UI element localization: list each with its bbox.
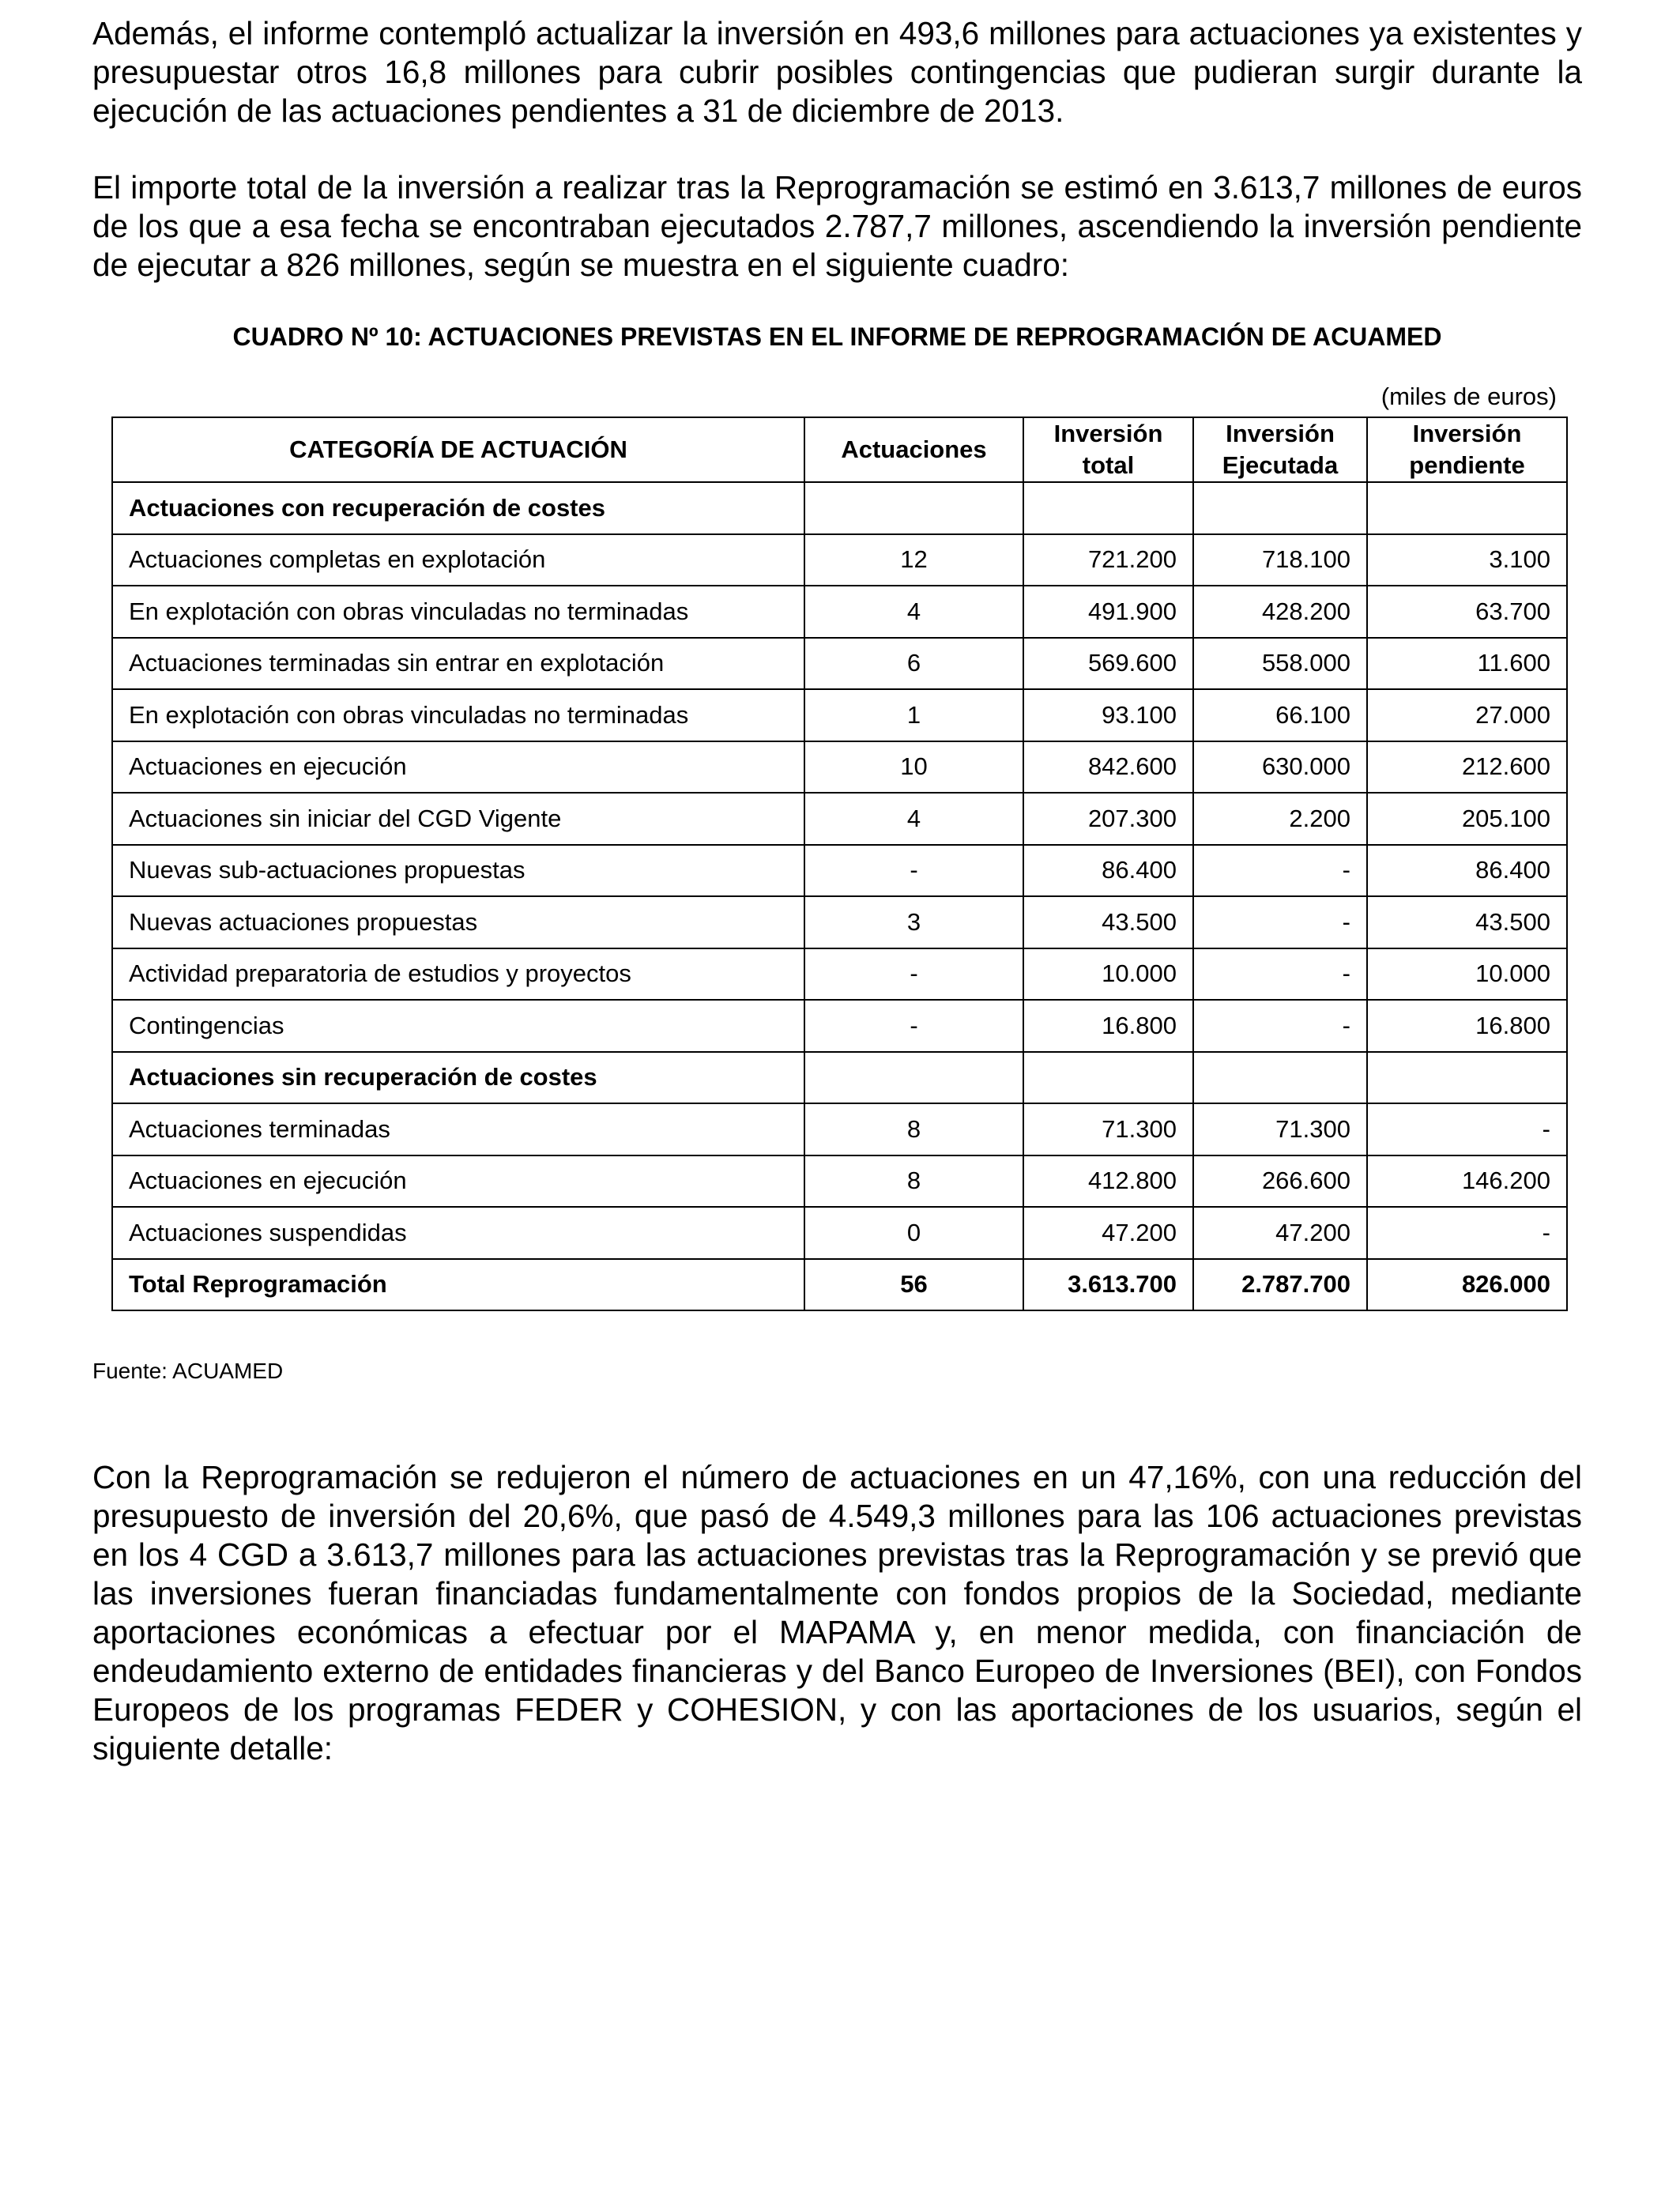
cell-executed: -	[1193, 1000, 1367, 1052]
cell-total: 47.200	[1023, 1207, 1193, 1259]
cell-executed: 66.100	[1193, 689, 1367, 741]
table-row	[112, 638, 1567, 690]
header-count: Actuaciones	[804, 417, 1023, 482]
cell-pending: 205.100	[1367, 793, 1567, 845]
cell-count: 8	[804, 1103, 1023, 1155]
cell-total: 86.400	[1023, 845, 1193, 897]
cell-pending: 10.000	[1367, 948, 1567, 1001]
cell-count: 6	[804, 638, 1023, 690]
table-caption: CUADRO Nº 10: ACTUACIONES PREVISTAS EN EL INFORME DE REPROGRAMACIÓN DE ACUAMED	[232, 322, 1442, 351]
cell-pending: 16.800	[1367, 1000, 1567, 1052]
cell-count: 8	[804, 1155, 1023, 1208]
cell-count: 12	[804, 534, 1023, 586]
cell-category: Actuaciones en ejecución	[112, 1155, 804, 1208]
cell-count: 4	[804, 586, 1023, 638]
cell-total: 491.900	[1023, 586, 1193, 638]
cell-total: 412.800	[1023, 1155, 1193, 1208]
cell-pending: 146.200	[1367, 1155, 1567, 1208]
table-total-row	[112, 1259, 1567, 1311]
header-executed: Inversión Ejecutada	[1193, 417, 1367, 482]
cell-executed: 2.200	[1193, 793, 1367, 845]
cell-category: En explotación con obras vinculadas no terminadas	[112, 586, 804, 638]
table-row	[112, 1207, 1567, 1259]
table-section-row	[112, 1052, 1567, 1104]
cell-count: 1	[804, 689, 1023, 741]
cell-pending: 63.700	[1367, 586, 1567, 638]
cell-total: 842.600	[1023, 741, 1193, 794]
cell-category: Actuaciones con recuperación de costes	[112, 482, 804, 534]
table-row	[112, 534, 1567, 586]
cell-count: 56	[804, 1259, 1023, 1311]
cell-count: -	[804, 948, 1023, 1001]
header-total: Inversión total	[1023, 417, 1193, 482]
cell-pending: 11.600	[1367, 638, 1567, 690]
paragraph-total-investment: El importe total de la inversión a realizar tras la Reprogramación se estimó en 3.613,7 millones de euros de los que a esa fecha se encontraban ejecutados 2.787,7 millones, ascendiendo la inversión pendiente de ejecutar a 826 millones, según se muestra en el siguiente cuadro:	[92, 169, 1582, 283]
cell-total: 3.613.700	[1023, 1259, 1193, 1311]
cell-category: Actividad preparatoria de estudios y proyectos	[112, 948, 804, 1001]
cell-count: -	[804, 845, 1023, 897]
cell-executed: -	[1193, 948, 1367, 1001]
cell-pending: -	[1367, 1103, 1567, 1155]
cell-category: Nuevas sub-actuaciones propuestas	[112, 845, 804, 897]
table-row	[112, 845, 1567, 897]
reprogramming-table	[111, 417, 1568, 1311]
cell-category: Contingencias	[112, 1000, 804, 1052]
cell-executed: 428.200	[1193, 586, 1367, 638]
header-pending: Inversión pendiente	[1367, 417, 1567, 482]
cell-pending	[1367, 482, 1567, 534]
table-section-row	[112, 482, 1567, 534]
table-header-row	[112, 417, 1567, 482]
cell-category: Actuaciones suspendidas	[112, 1207, 804, 1259]
cell-executed: 718.100	[1193, 534, 1367, 586]
cell-count	[804, 1052, 1023, 1104]
cell-total	[1023, 1052, 1193, 1104]
table-row	[112, 689, 1567, 741]
paragraph-conclusion: Con la Reprogramación se redujeron el número de actuaciones en un 47,16%, con una reducción del presupuesto de inversión del 20,6%, que pasó de 4.549,3 millones para las 106 actuaciones previstas en los 4 CGD a 3.613,7 millones para las actuaciones previstas tras la Reprogramación y se previó que las inversiones fueran financiadas fundamentalmente con fondos propios de la Sociedad, mediante aportaciones económicas a efectuar por el MAPAMA y, en menor medida, con financiación de endeudamiento externo de entidades financieras y del Banco Europeo de Inversiones (BEI), con Fondos Europeos de los programas FEDER y COHESION, y con las aportaciones de los usuarios, según el siguiente detalle:	[92, 1459, 1582, 1766]
cell-total: 16.800	[1023, 1000, 1193, 1052]
cell-total: 43.500	[1023, 896, 1193, 948]
table-row	[112, 793, 1567, 845]
cell-executed: 47.200	[1193, 1207, 1367, 1259]
table-row	[112, 741, 1567, 794]
cell-category: Nuevas actuaciones propuestas	[112, 896, 804, 948]
cell-count: -	[804, 1000, 1023, 1052]
cell-executed	[1193, 482, 1367, 534]
cell-pending: 27.000	[1367, 689, 1567, 741]
cell-category: Total Reprogramación	[112, 1259, 804, 1311]
cell-total	[1023, 482, 1193, 534]
cell-total: 569.600	[1023, 638, 1193, 690]
cell-category: Actuaciones en ejecución	[112, 741, 804, 794]
cell-pending: 212.600	[1367, 741, 1567, 794]
cell-executed: -	[1193, 896, 1367, 948]
cell-total: 207.300	[1023, 793, 1193, 845]
cell-count: 4	[804, 793, 1023, 845]
table-row	[112, 1155, 1567, 1208]
table-row	[112, 1000, 1567, 1052]
table-source: Fuente: ACUAMED	[92, 1359, 284, 1383]
cell-total: 721.200	[1023, 534, 1193, 586]
cell-executed: 2.787.700	[1193, 1259, 1367, 1311]
table-body	[112, 482, 1567, 1310]
cell-category: En explotación con obras vinculadas no terminadas	[112, 689, 804, 741]
cell-executed: -	[1193, 845, 1367, 897]
table-row	[112, 948, 1567, 1001]
table-row	[112, 896, 1567, 948]
cell-total: 71.300	[1023, 1103, 1193, 1155]
cell-count: 0	[804, 1207, 1023, 1259]
cell-count	[804, 482, 1023, 534]
cell-executed: 630.000	[1193, 741, 1367, 794]
cell-total: 10.000	[1023, 948, 1193, 1001]
cell-count: 3	[804, 896, 1023, 948]
cell-executed: 266.600	[1193, 1155, 1367, 1208]
cell-executed	[1193, 1052, 1367, 1104]
cell-total: 93.100	[1023, 689, 1193, 741]
cell-pending: 826.000	[1367, 1259, 1567, 1311]
cell-pending: 43.500	[1367, 896, 1567, 948]
cell-pending	[1367, 1052, 1567, 1104]
paragraph-intro: Además, el informe contempló actualizar la inversión en 493,6 millones para actuaciones ya existentes y presupuestar otros 16,8 millones para cubrir posibles contingencias que pudieran surgir durante la ejecución de las actuaciones pendientes a 31 de diciembre de 2013.	[92, 15, 1582, 129]
cell-category: Actuaciones terminadas	[112, 1103, 804, 1155]
cell-category: Actuaciones sin recuperación de costes	[112, 1052, 804, 1104]
table-units: (miles de euros)	[1381, 383, 1557, 410]
cell-executed: 558.000	[1193, 638, 1367, 690]
cell-count: 10	[804, 741, 1023, 794]
table-row	[112, 1103, 1567, 1155]
cell-category: Actuaciones sin iniciar del CGD Vigente	[112, 793, 804, 845]
cell-pending: 86.400	[1367, 845, 1567, 897]
header-category: CATEGORÍA DE ACTUACIÓN	[112, 417, 804, 482]
cell-executed: 71.300	[1193, 1103, 1367, 1155]
table-row	[112, 586, 1567, 638]
cell-category: Actuaciones completas en explotación	[112, 534, 804, 586]
cell-category: Actuaciones terminadas sin entrar en explotación	[112, 638, 804, 690]
cell-pending: -	[1367, 1207, 1567, 1259]
cell-pending: 3.100	[1367, 534, 1567, 586]
